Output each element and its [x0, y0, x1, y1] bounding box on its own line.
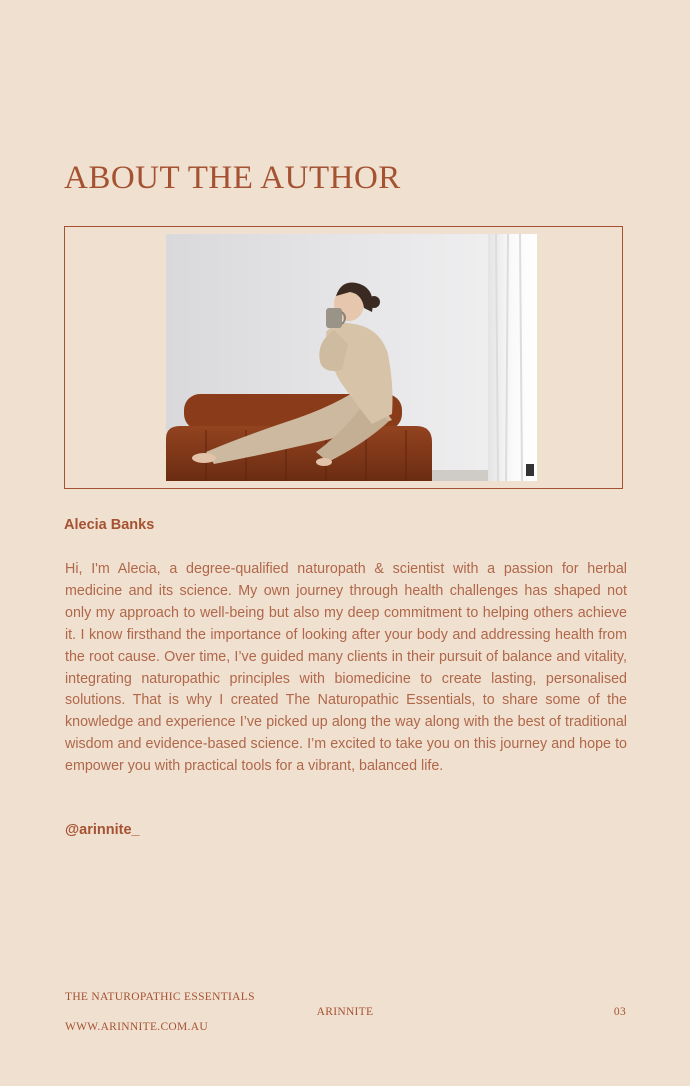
footer-series-title: THE NATUROPATHIC ESSENTIALS	[65, 991, 255, 1003]
page-number: 03	[613, 1006, 626, 1018]
author-photo-frame	[64, 226, 623, 489]
footer-website-link[interactable]: WWW.ARINNITE.COM.AU	[65, 1021, 208, 1033]
author-photo	[166, 234, 537, 481]
page-title: ABOUT THE AUTHOR	[64, 160, 401, 196]
footer-brand: ARINNITE	[316, 1006, 374, 1018]
author-bio: Hi, I'm Alecia, a degree-qualified naturopath & scientist with a passion for herbal medicine and its science. My own journey through health challenges has shaped not only my approach to well-being but also my deep commitment to helping others achieve it. I know firsthand the importance of looking after your body and addressing health from the root cause. Over time, I’ve guided many clients in their pursuit of balance and vitality, integrating naturopathic principles with biomedicine to create lasting, personalised solutions. That is why I created The Naturopathic Essentials, to share some of the knowledge and experience I’ve picked up along the way along with the best of traditional wisdom and evidence-based science. I’m excited to take you on this journey and hope to empower you with practical tools for a vibrant, balanced life.	[65, 561, 627, 775]
social-handle[interactable]: @arinnite_	[65, 822, 140, 838]
author-name: Alecia Banks	[64, 517, 155, 533]
